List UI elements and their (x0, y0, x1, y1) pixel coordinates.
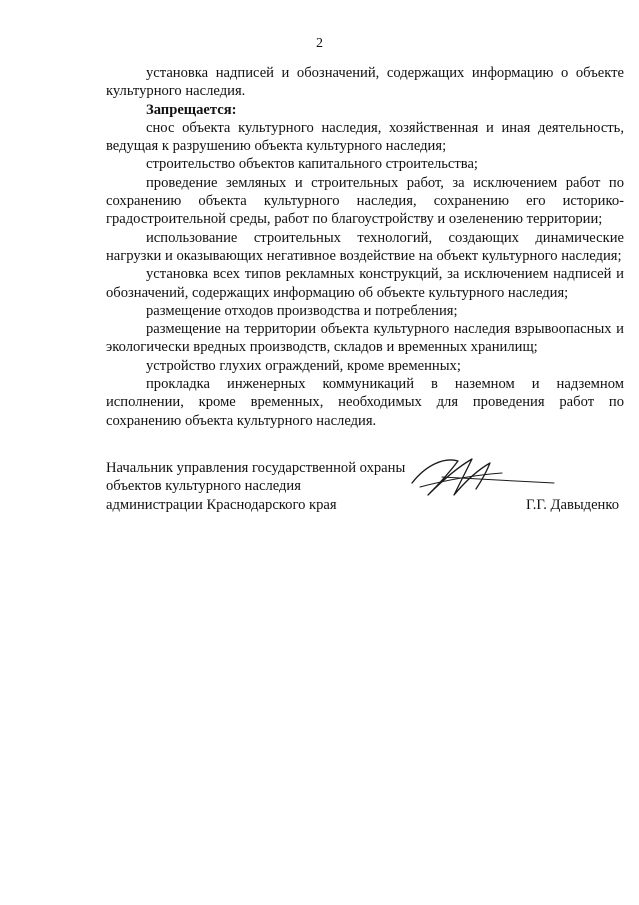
prohibited-item: снос объекта культурного наследия, хозяйственная и иная деятельность, ведущая к разрушению объекта культурного наследия; (106, 119, 624, 155)
signature-block (106, 459, 624, 529)
signer-title-line: Начальник управления государственной охраны (106, 460, 406, 476)
prohibited-item: размещение на территории объекта культурного наследия взрывоопасных и экологически вредных производств, складов и временных хранилищ; (106, 321, 624, 356)
prohibited-item: строительство объектов капитального строительства; (146, 156, 478, 173)
document-body (106, 64, 624, 430)
prohibited-item: использование строительных технологий, создающих динамические нагрузки и оказывающих негативное воздействие на объект культурного наследия; (106, 229, 624, 264)
signer-name: Г.Г. Давыденко (525, 496, 619, 513)
prohibited-item: установка всех типов рекламных конструкций, за исключением надписей и обозначений, содержащих информацию об объекте культурного наследия; (106, 266, 624, 301)
handwritten-signature (406, 453, 556, 503)
signer-title-line: объектов культурного наследия (106, 478, 301, 495)
prohibited-item: размещение отходов производства и потребления; (146, 302, 458, 319)
prohibited-item: прокладка инженерных коммуникаций в наземном и надземном исполнении, кроме временных, необходимых для проведения работ по сохранению объекта культурного наследия. (106, 376, 624, 429)
prohibited-item: устройство глухих ограждений, кроме временных; (146, 357, 461, 374)
page-number: 2 (316, 36, 323, 51)
prohibited-item: проведение земляных и строительных работ, за исключением работ по сохранению объекта культурного наследия, сохранению его историко-градостроительной среды, работ по благоустройству и озеленению территории; (106, 174, 624, 228)
signer-title-line: администрации Краснодарского края (106, 496, 337, 513)
prohibited-heading: Запрещается: (146, 101, 237, 118)
intro-paragraph: установка надписей и обозначений, содержащих информацию о объекте культурного наследия. (106, 65, 624, 100)
